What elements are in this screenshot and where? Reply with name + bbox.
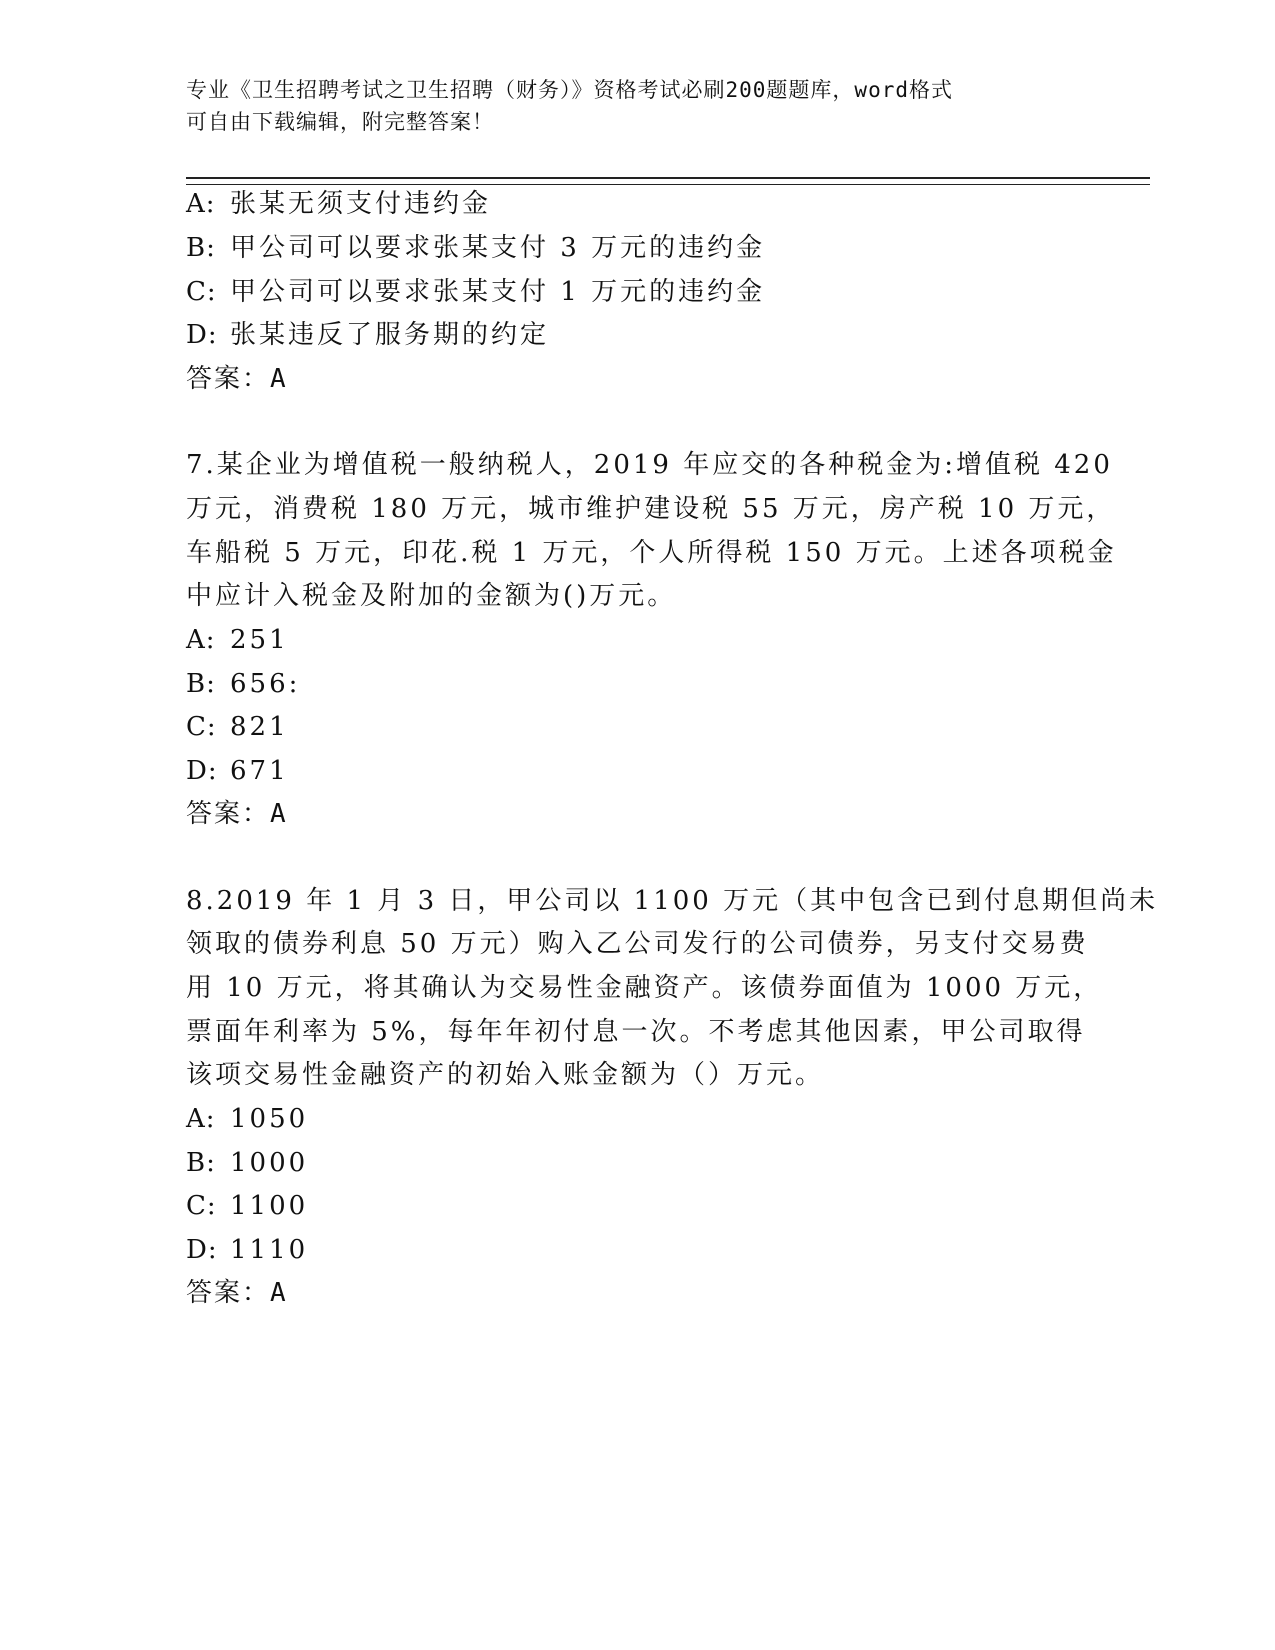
option-text: 张某无须支付违约金 <box>230 189 492 219</box>
option-key: B: <box>186 233 216 263</box>
q7-option-d <box>186 755 289 787</box>
option-text: 821 <box>230 712 289 742</box>
header-divider-thick <box>186 177 1150 179</box>
option-key: B: <box>186 669 216 699</box>
option-key: A: <box>186 189 216 219</box>
option-key: D: <box>186 320 218 350</box>
q7-answer: 答案：A <box>186 799 288 829</box>
option-key: C: <box>186 712 217 742</box>
document-header <box>186 74 1086 138</box>
option-text: 甲公司可以要求张某支付 1 万元的违约金 <box>230 277 766 307</box>
q6-option-c <box>186 276 765 308</box>
q7-option-b <box>186 668 300 700</box>
q6-option-d <box>186 319 549 351</box>
option-key: D: <box>186 756 218 786</box>
q7-text-line-1: 7.某企业为增值税一般纳税人，2019 年应交的各种税金为:增值税 420 <box>186 450 1113 480</box>
q6-answer: 答案：A <box>186 364 288 394</box>
q8-answer: 答案：A <box>186 1278 288 1308</box>
q7-option-a <box>186 624 289 656</box>
q8-option-d <box>186 1234 308 1266</box>
option-text: 甲公司可以要求张某支付 3 万元的违约金 <box>230 233 766 263</box>
q8-option-a <box>186 1103 308 1135</box>
option-key: C: <box>186 277 217 307</box>
q7-option-c <box>186 711 289 743</box>
q8-option-c <box>186 1190 308 1222</box>
option-text: 671 <box>230 756 289 786</box>
option-key: D: <box>186 1235 218 1265</box>
q7-text-line-3: 车船税 5 万元，印花.税 1 万元，个人所得税 150 万元。上述各项税金 <box>186 538 1117 568</box>
q8-text-line-2: 领取的债券利息 50 万元）购入乙公司发行的公司债券，另支付交易费 <box>186 929 1089 959</box>
header-line-1: 专业《卫生招聘考试之卫生招聘（财务）》资格考试必刷200题题库，word格式 <box>186 78 953 102</box>
option-text: 1110 <box>230 1235 309 1265</box>
option-key: C: <box>186 1191 217 1221</box>
option-text: 1000 <box>230 1148 309 1178</box>
q6-option-a <box>186 188 491 220</box>
option-text: 656: <box>230 669 301 699</box>
header-divider-thin <box>186 184 1150 185</box>
option-text: 1100 <box>230 1191 309 1221</box>
option-text: 张某违反了服务期的约定 <box>230 320 550 350</box>
option-key: A: <box>186 625 216 655</box>
q8-text-line-5: 该项交易性金融资产的初始入账金额为（）万元。 <box>186 1060 825 1090</box>
header-line-2: 可自由下载编辑，附完整答案！ <box>186 110 494 134</box>
option-text: 1050 <box>230 1104 309 1134</box>
q8-text-line-3: 用 10 万元，将其确认为交易性金融资产。该债券面值为 1000 万元， <box>186 973 1103 1003</box>
q7-text-line-4: 中应计入税金及附加的金额为()万元。 <box>186 581 677 611</box>
option-key: B: <box>186 1148 216 1178</box>
option-key: A: <box>186 1104 216 1134</box>
q8-option-b <box>186 1147 308 1179</box>
q6-option-b <box>186 232 765 264</box>
q8-text-line-1: 8.2019 年 1 月 3 日，甲公司以 1100 万元（其中包含已到付息期但尚未 <box>186 886 1159 916</box>
option-text: 251 <box>230 625 289 655</box>
q8-text-line-4: 票面年利率为 5%，每年年初付息一次。不考虑其他因素，甲公司取得 <box>186 1017 1086 1047</box>
q7-text-line-2: 万元，消费税 180 万元，城市维护建设税 55 万元，房产税 10 万元， <box>186 494 1116 524</box>
